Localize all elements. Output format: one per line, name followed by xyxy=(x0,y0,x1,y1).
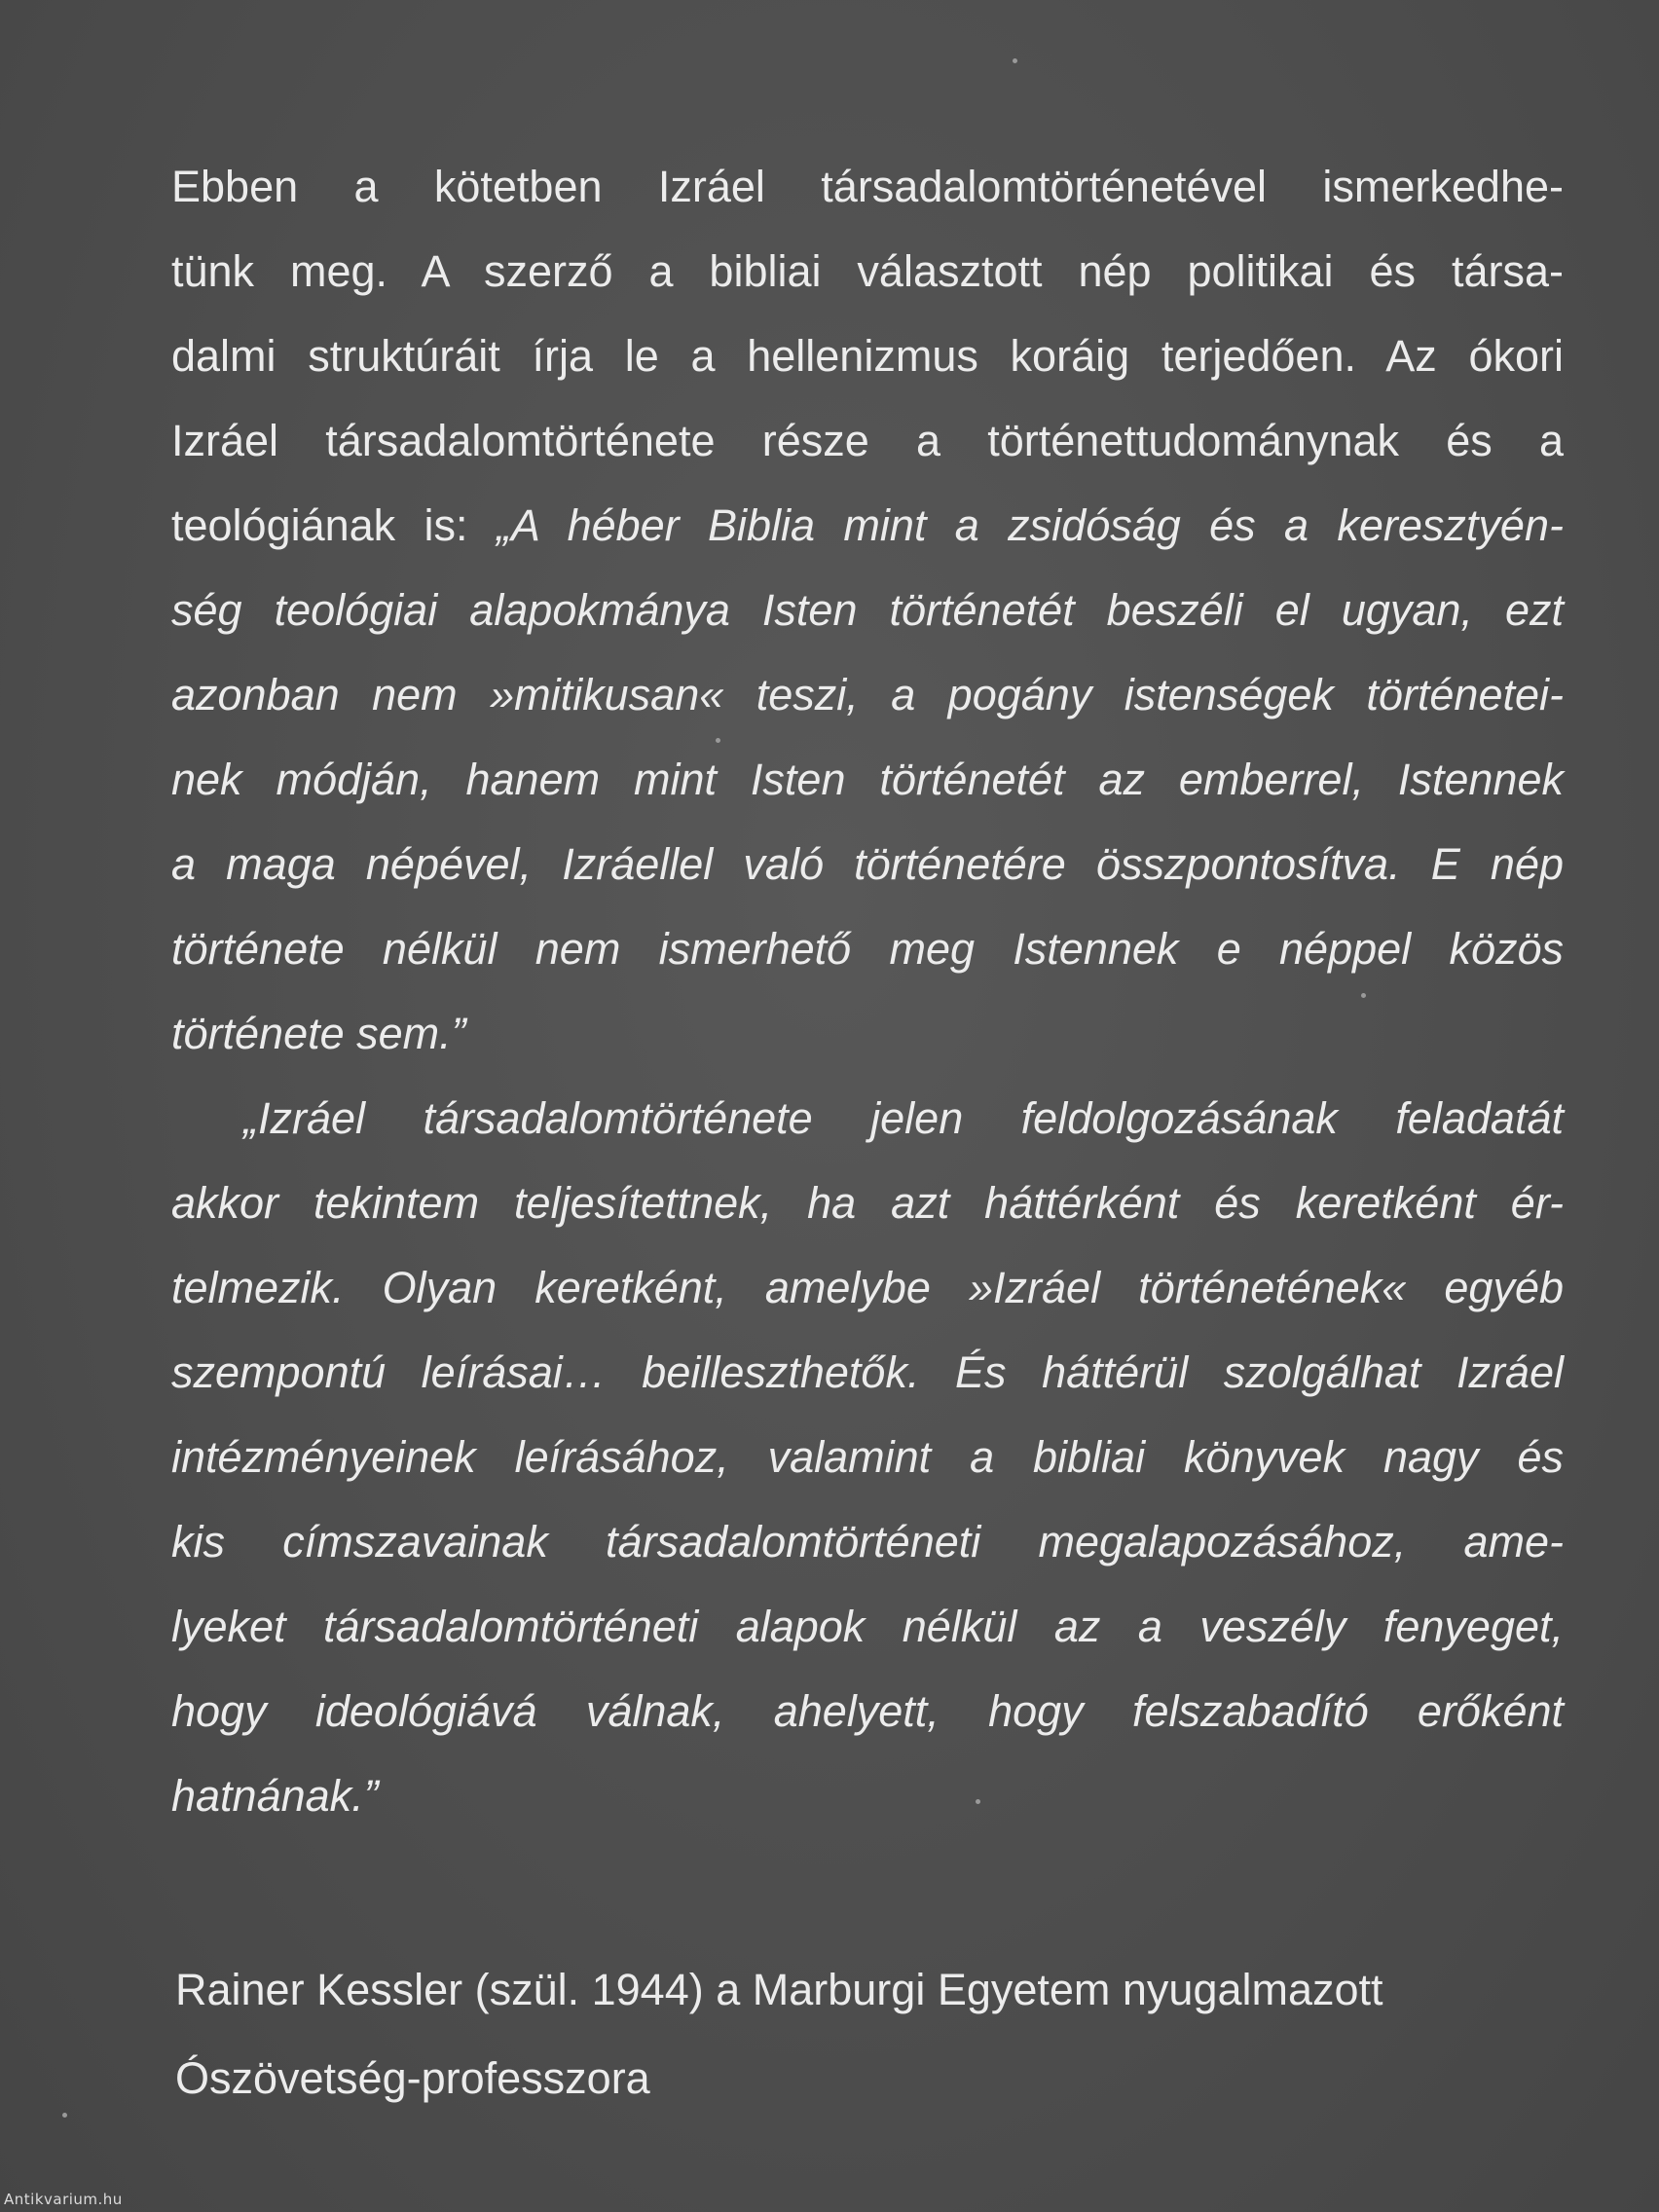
quote-line: lyeket társadalomtörténeti alapok nélkül az a veszély fenyeget, xyxy=(171,1602,1564,1651)
text-line: tünk meg. A szerző a bibliai választott nép politikai és társa- xyxy=(171,246,1564,296)
quote-line: ség teológiai alapokmánya Isten történetét beszéli el ugyan, ezt xyxy=(171,585,1564,635)
paragraph-1 xyxy=(171,144,1564,1076)
quote-line: „Izráel társadalomtörténete jelen feldolgozásának feladatát xyxy=(243,1093,1564,1143)
text-roman: teológiának is: xyxy=(171,500,497,550)
quote-start: „A héber Biblia mint a zsidóság és a keresztyén- xyxy=(496,500,1564,550)
watermark: Antikvarium.hu xyxy=(4,2191,123,2208)
blurb xyxy=(171,144,1564,1838)
quote-line: a maga népével, Izráellel való történetére összpontosítva. E nép xyxy=(171,839,1564,889)
author-line: Ószövetség-professzora xyxy=(175,2053,650,2103)
author-note xyxy=(175,1945,1567,2122)
paper-speck xyxy=(62,2113,67,2118)
paper-speck xyxy=(1013,58,1017,63)
quote-line: hogy ideológiává válnak, ahelyett, hogy felszabadító erőként xyxy=(171,1686,1564,1736)
quote-line: kis címszavainak társadalomtörténeti megalapozásához, ame- xyxy=(171,1517,1564,1567)
quote-end-line: története sem.” xyxy=(171,1009,466,1058)
text-line: Izráel társadalomtörténete része a történettudománynak és a xyxy=(171,416,1564,465)
quote-line: szempontú leírásai… beilleszthetők. És háttérül szolgálhat Izráel xyxy=(171,1347,1564,1397)
quote-line: története nélkül nem ismerhető meg Istennek e néppel közös xyxy=(171,924,1564,974)
quote-line: nek módján, hanem mint Isten történetét az emberrel, Istennek xyxy=(171,755,1564,804)
text-line-mixed xyxy=(171,483,1564,568)
quote-line: azonban nem »mitikusan« teszi, a pogány istenségek történetei- xyxy=(171,670,1564,719)
quote-line: intézményeinek leírásához, valamint a bibliai könyvek nagy és xyxy=(171,1432,1564,1482)
quote-line: akkor tekintem teljesítettnek, ha azt háttérként és keretként ér- xyxy=(171,1178,1564,1228)
quote-end-line: hatnának.” xyxy=(171,1771,379,1821)
paragraph-2 xyxy=(171,1076,1564,1838)
text-line: Ebben a kötetben Izráel társadalomtörténetével ismerkedhe- xyxy=(171,162,1564,211)
quote-line: telmezik. Olyan keretként, amelybe »Izráel történetének« egyéb xyxy=(171,1263,1564,1312)
author-line: Rainer Kessler (szül. 1944) a Marburgi Egyetem nyugalmazott xyxy=(175,1965,1383,2014)
text-line: dalmi struktúráit írja le a hellenizmus koráig terjedően. Az ókori xyxy=(171,331,1564,381)
